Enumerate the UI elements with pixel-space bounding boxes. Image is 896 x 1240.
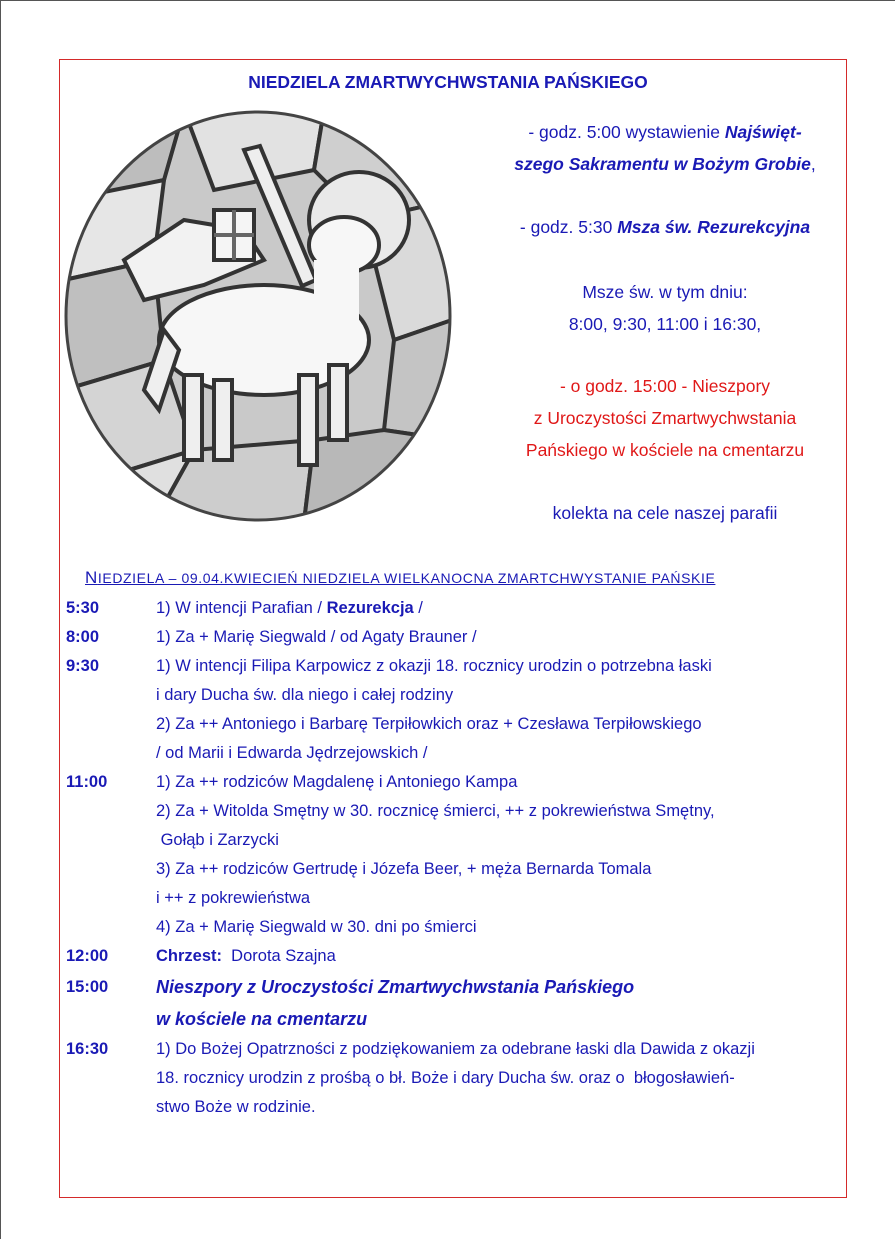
vespers-line: Pańskiego w kościele na cmentarzu xyxy=(525,440,805,460)
announcement-line: - godz. 5:30 Msza św. Rezurekcyjna xyxy=(519,217,811,237)
schedule-row xyxy=(66,1093,846,1122)
announcement-line: - godz. 5:00 wystawienie Najświęt- xyxy=(528,122,802,142)
schedule-row xyxy=(66,971,846,1003)
announcement-line: szego Sakramentu w Bożym Grobie, xyxy=(514,154,816,174)
mass-intention: i dary Ducha św. dla niego i całej rodziny xyxy=(156,686,454,704)
mass-time: 5:30 xyxy=(66,599,100,617)
mass-intention: 2) Za + Witolda Smętny w 30. rocznicę śmierci, ++ z pokrewieństwa Smętny, xyxy=(156,802,715,820)
schedule-row xyxy=(66,942,846,971)
mass-intention: stwo Boże w rodzinie. xyxy=(156,1098,316,1116)
mass-time: 9:30 xyxy=(66,657,100,675)
mass-intention: 1) Za ++ rodziców Magdalenę i Antoniego Kampa xyxy=(156,773,518,791)
schedule-row xyxy=(66,681,846,710)
schedule-row xyxy=(66,768,846,797)
schedule-heading: NIEDZIELA – 09.04.KWIECIEŃ NIEDZIELA WIELKANOCNA ZMARTCHWYSTANIE PAŃSKIE xyxy=(85,568,716,587)
mass-intention: Gołąb i Zarzycki xyxy=(156,831,279,849)
vespers-line: - o godz. 15:00 - Nieszpory xyxy=(559,376,771,396)
baptism: Chrzest: Dorota Szajna xyxy=(156,947,336,965)
mass-intention: i ++ z pokrewieństwa xyxy=(156,889,311,907)
mass-intention: 1) Do Bożej Opatrzności z podziękowaniem za odebrane łaski dla Dawida z okazji xyxy=(156,1040,755,1058)
schedule-row xyxy=(66,855,846,884)
collection-note: kolekta na cele naszej parafii xyxy=(552,503,778,523)
mass-intention: 1) W intencji Filipa Karpowicz z okazji 18. rocznicy urodzin o potrzebna łaski xyxy=(156,657,712,675)
vespers-line: z Uroczystości Zmartwychwstania xyxy=(533,408,797,428)
mass-intention: 1) W intencji Parafian / Rezurekcja / xyxy=(156,599,423,617)
mass-schedule xyxy=(66,594,846,1122)
mass-time: 12:00 xyxy=(66,947,109,965)
mass-intention: 4) Za + Marię Siegwald w 30. dni po śmierci xyxy=(156,918,477,936)
mass-intention: / od Marii i Edwarda Jędrzejowskich / xyxy=(156,744,428,762)
mass-time: 16:30 xyxy=(66,1040,109,1058)
mass-times: 8:00, 9:30, 11:00 i 16:30, xyxy=(568,314,762,334)
schedule-row xyxy=(66,1003,846,1035)
mass-intention: 18. rocznicy urodzin z prośbą o bł. Boże i dary Ducha św. oraz o błogosławień- xyxy=(156,1069,735,1087)
schedule-row xyxy=(66,1035,846,1064)
schedule-row xyxy=(66,652,846,681)
mass-intention: 2) Za ++ Antoniego i Barbarę Terpiłowkich oraz + Czesława Terpiłowskiego xyxy=(156,715,702,733)
schedule-row xyxy=(66,710,846,739)
schedule-row xyxy=(66,797,846,826)
mass-intention: 1) Za + Marię Siegwald / od Agaty Brauner / xyxy=(156,628,477,646)
vespers: w kościele na cmentarzu xyxy=(156,1009,368,1029)
mass-times-label: Msze św. w tym dniu: xyxy=(582,282,748,302)
page-title: NIEDZIELA ZMARTWYCHWSTANIA PAŃSKIEGO xyxy=(248,72,648,92)
vespers: Nieszpory z Uroczystości Zmartwychwstania Pańskiego xyxy=(156,977,635,997)
schedule-row xyxy=(66,623,846,652)
mass-time: 11:00 xyxy=(66,773,108,791)
stained-glass-lamb-image xyxy=(64,110,452,522)
schedule-row xyxy=(66,739,846,768)
mass-time: 15:00 xyxy=(66,978,109,996)
mass-time: 8:00 xyxy=(66,628,100,646)
schedule-row xyxy=(66,826,846,855)
schedule-row xyxy=(66,1064,846,1093)
mass-intention: 3) Za ++ rodziców Gertrudę i Józefa Beer, + męża Bernarda Tomala xyxy=(156,860,652,878)
announcements xyxy=(470,116,860,529)
schedule-row xyxy=(66,884,846,913)
schedule-row xyxy=(66,594,846,623)
schedule-row xyxy=(66,913,846,942)
